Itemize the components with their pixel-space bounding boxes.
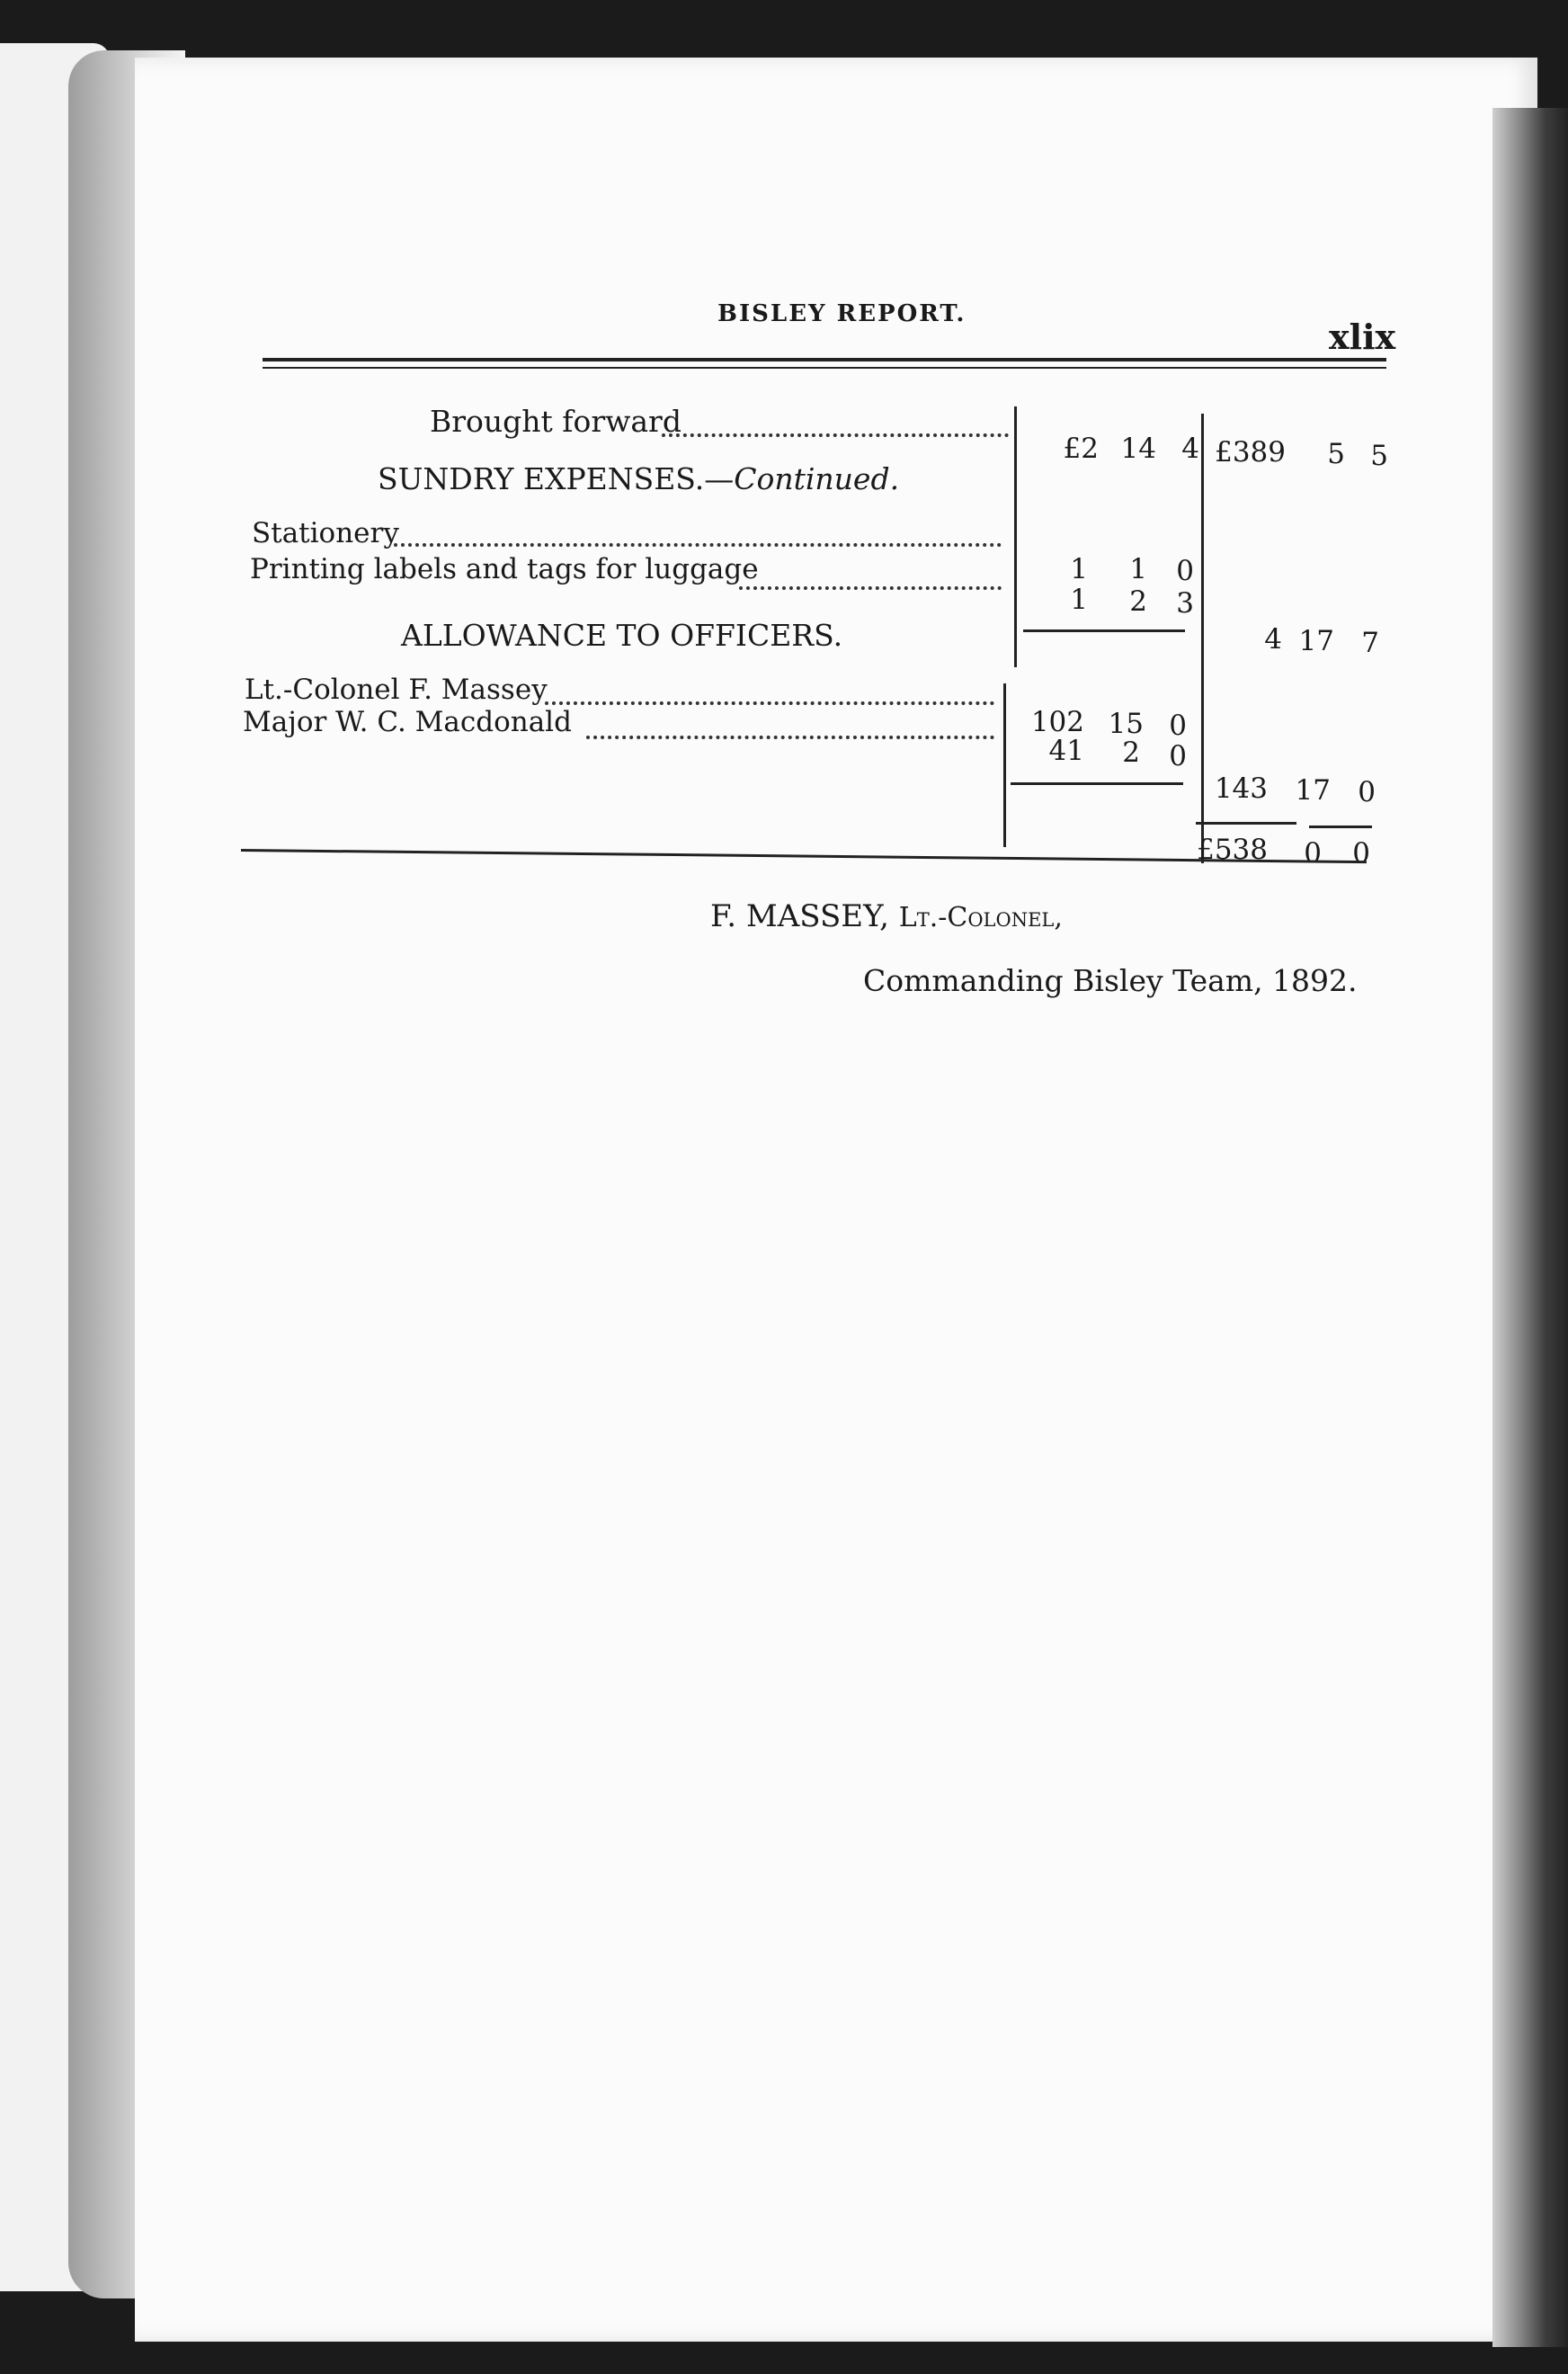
allowance-total-pence: 0 — [1358, 776, 1376, 808]
signature-line — [710, 898, 1063, 934]
allowance-item-pounds: 102 — [1030, 706, 1084, 738]
brought-forward-col1-pence: 4 — [1181, 433, 1199, 465]
allowance-item-shillings: 15 — [1108, 708, 1144, 740]
sundry-total-pence: 7 — [1361, 627, 1379, 659]
page-number: xlix — [1329, 317, 1396, 357]
sundry-item-pounds: 1 — [1070, 584, 1088, 616]
column-rule-1b — [1003, 683, 1006, 847]
leader-dots — [739, 586, 1002, 590]
sundry-item-shillings: 1 — [1129, 553, 1147, 585]
sundry-total-pounds: 4 — [1264, 623, 1282, 656]
leader-dots — [662, 433, 1009, 437]
brought-forward-col1-pounds: £2 — [1063, 433, 1099, 465]
sundry-item-pence: 3 — [1176, 587, 1194, 620]
brought-forward-col2-pounds: £389 — [1215, 436, 1286, 469]
page-stack-edge — [1492, 108, 1568, 2347]
grand-total-pounds: £538 — [1197, 834, 1268, 866]
header-rule-top — [263, 358, 1386, 361]
allowance-total-pounds: 143 — [1214, 772, 1268, 805]
allowance-item-pounds: 41 — [1048, 735, 1084, 767]
brought-forward-col2-shillings: 5 — [1327, 438, 1345, 470]
column-rule-1 — [1014, 406, 1017, 667]
header-rule-bottom — [263, 367, 1386, 369]
sundry-item-label: Stationery — [252, 517, 399, 549]
allowance-item-pence: 0 — [1169, 740, 1187, 772]
brought-forward-label: Brought forward — [430, 404, 682, 439]
sundry-item-pence: 0 — [1176, 555, 1194, 587]
grand-total-shillings: 0 — [1304, 837, 1322, 870]
grand-total-rule-left — [1196, 822, 1296, 825]
sundry-item-pounds: 1 — [1070, 553, 1088, 585]
brought-forward-col2-pence: 5 — [1370, 440, 1388, 472]
sundry-item-shillings: 2 — [1129, 585, 1147, 618]
allowance-subtotal-rule — [1011, 782, 1183, 785]
book-page — [135, 58, 1537, 2342]
allowance-total-shillings: 17 — [1295, 774, 1331, 807]
leader-dots — [586, 736, 994, 739]
brought-forward-col1-shillings: 14 — [1120, 433, 1156, 465]
leader-dots — [394, 543, 1002, 547]
sundry-total-shillings: 17 — [1298, 625, 1334, 657]
signature-rank: Lt.-Colonel, — [898, 902, 1063, 933]
leader-dots — [545, 701, 994, 705]
signature-name: F. MASSEY, — [710, 898, 889, 934]
running-title: BISLEY REPORT. — [717, 300, 967, 327]
column-rule-2 — [1201, 414, 1204, 863]
allowance-item-label: Lt.-Colonel F. Massey — [245, 674, 548, 706]
allowance-item-pence: 0 — [1169, 710, 1187, 742]
allowance-item-shillings: 2 — [1122, 736, 1140, 769]
signature-role: Commanding Bisley Team, 1892. — [863, 963, 1358, 998]
allowance-heading: ALLOWANCE TO OFFICERS. — [401, 618, 843, 653]
grand-total-rule-right — [1309, 826, 1372, 828]
allowance-item-label: Major W. C. Macdonald — [243, 706, 572, 738]
sundry-subtotal-rule — [1023, 629, 1185, 632]
grand-total-pence: 0 — [1352, 837, 1370, 870]
sundry-item-label: Printing labels and tags for luggage — [250, 553, 759, 585]
sundry-heading: SUNDRY EXPENSES.—Continued. — [378, 461, 900, 496]
